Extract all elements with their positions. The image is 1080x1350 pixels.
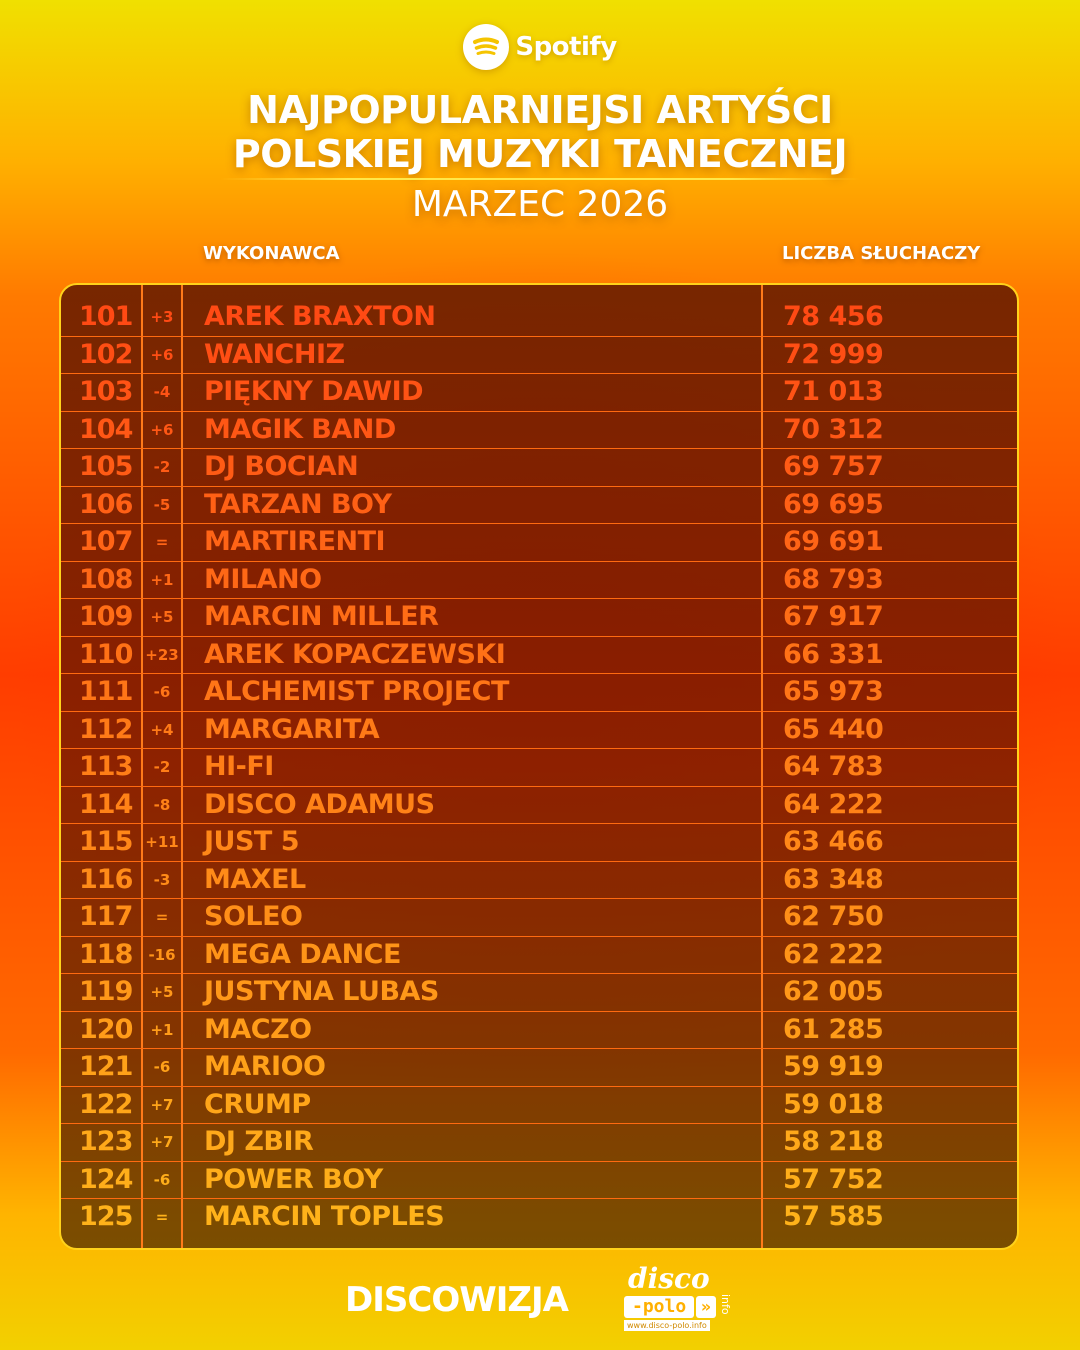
listeners-cell: 66 331: [783, 638, 884, 670]
change-cell: +6: [150, 345, 174, 364]
rank-cell: 115: [79, 826, 133, 857]
change-cell: -6: [153, 1170, 171, 1189]
table-row: [61, 1087, 1017, 1125]
artist-cell: AREK BRAXTON: [204, 301, 436, 332]
table-row: [61, 749, 1017, 787]
table-row: [61, 599, 1017, 637]
period-label: MARZEC 2026: [411, 184, 669, 225]
artist-cell: ALCHEMIST PROJECT: [204, 676, 509, 707]
artist-cell: MARTIRENTI: [204, 526, 386, 557]
change-cell: =: [155, 533, 169, 551]
artist-cell: SOLEO: [204, 901, 303, 932]
listeners-cell: 62 222: [783, 938, 884, 970]
table-row: [61, 712, 1017, 750]
change-cell: +3: [150, 308, 174, 326]
rank-cell: 113: [79, 751, 133, 782]
rank-cell: 121: [79, 1051, 133, 1082]
artist-cell: JUST 5: [204, 826, 300, 857]
change-cell: -3: [153, 870, 171, 889]
artist-cell: POWER BOY: [204, 1163, 383, 1195]
rank-cell: 102: [79, 338, 133, 370]
page-title: [0, 88, 1080, 176]
listeners-cell: 57 585: [783, 1201, 884, 1232]
rank-cell: 124: [79, 1163, 133, 1195]
title-line-1: NAJPOPULARNIEJSI ARTYŚCI: [247, 88, 833, 132]
rank-cell: 105: [79, 451, 133, 482]
logo-polo-text: -polo: [624, 1296, 694, 1318]
rank-cell: 116: [79, 863, 133, 895]
change-cell: +11: [145, 833, 179, 851]
artist-cell: WANCHIZ: [204, 338, 345, 370]
listeners-cell: 68 793: [783, 563, 884, 595]
rank-cell: 112: [79, 713, 133, 745]
rank-cell: 109: [79, 601, 133, 632]
change-cell: -5: [153, 495, 171, 514]
table-row: [61, 899, 1017, 937]
listeners-cell: 59 919: [783, 1051, 884, 1082]
rank-cell: 106: [79, 488, 133, 520]
artist-cell: AREK KOPACZEWSKI: [204, 638, 506, 670]
listeners-cell: 69 695: [783, 488, 884, 520]
column-header-listeners: LICZBA SŁUCHACZY: [782, 243, 981, 264]
artist-cell: DJ ZBIR: [204, 1126, 314, 1157]
change-cell: -8: [153, 795, 171, 814]
rank-cell: 117: [79, 901, 133, 932]
listeners-cell: 69 691: [783, 526, 884, 557]
rank-cell: 101: [79, 301, 133, 332]
listeners-cell: 65 973: [783, 676, 884, 707]
fast-forward-icon: »: [696, 1296, 716, 1318]
change-cell: -4: [153, 383, 171, 401]
listeners-cell: 57 752: [783, 1163, 884, 1195]
change-cell: -6: [153, 1058, 171, 1076]
rank-cell: 111: [79, 676, 133, 707]
listeners-cell: 59 018: [783, 1088, 884, 1120]
table-row: [61, 674, 1017, 712]
listeners-cell: 67 917: [783, 601, 884, 632]
ranking-table: [59, 283, 1019, 1250]
change-cell: +7: [150, 1095, 174, 1114]
logo-url: www.disco-polo.info: [624, 1320, 710, 1331]
table-row: [61, 974, 1017, 1012]
spotify-icon: [463, 24, 509, 70]
rank-cell: 120: [79, 1013, 133, 1045]
listeners-cell: 61 285: [783, 1013, 884, 1045]
change-cell: +7: [150, 1133, 174, 1151]
artist-cell: TARZAN BOY: [204, 488, 392, 520]
listeners-cell: 72 999: [783, 338, 884, 370]
artist-cell: HI-FI: [204, 751, 274, 782]
artist-cell: MAGIK BAND: [204, 413, 396, 445]
change-cell: =: [155, 908, 169, 926]
rank-cell: 108: [79, 563, 133, 595]
artist-cell: JUSTYNA LUBAS: [204, 976, 439, 1007]
ranking-rows: [61, 299, 1017, 1237]
discowizja-logo: DISCOWIZJA: [345, 1280, 568, 1320]
table-row: [61, 412, 1017, 450]
table-row: [61, 637, 1017, 675]
rank-cell: 104: [79, 413, 133, 445]
listeners-cell: 63 466: [783, 826, 884, 857]
change-cell: +1: [150, 570, 174, 589]
logo-info-text: info: [719, 1294, 732, 1315]
listeners-cell: 64 783: [783, 751, 884, 782]
artist-cell: PIĘKNY DAWID: [204, 376, 424, 407]
listeners-cell: 64 222: [783, 788, 884, 820]
change-cell: +1: [150, 1020, 174, 1039]
change-cell: -6: [153, 683, 171, 701]
table-row: [61, 1199, 1017, 1237]
table-row: [61, 449, 1017, 487]
listeners-cell: 70 312: [783, 413, 884, 445]
change-cell: +5: [150, 983, 174, 1001]
listeners-cell: 62 005: [783, 976, 884, 1007]
listeners-cell: 63 348: [783, 863, 884, 895]
table-row: [61, 862, 1017, 900]
change-cell: =: [155, 1208, 169, 1226]
artist-cell: MARIOO: [204, 1051, 326, 1082]
listeners-cell: 62 750: [783, 901, 884, 932]
table-row: [61, 562, 1017, 600]
artist-cell: MARGARITA: [204, 713, 380, 745]
title-divider: [220, 178, 860, 180]
disco-polo-info-logo: [622, 1262, 744, 1338]
rank-cell: 119: [79, 976, 133, 1007]
spotify-wordmark: Spotify: [515, 32, 617, 62]
artist-cell: CRUMP: [204, 1088, 311, 1120]
rank-cell: 107: [79, 526, 133, 557]
change-cell: -2: [153, 758, 171, 776]
artist-cell: MILANO: [204, 563, 322, 595]
artist-cell: MARCIN MILLER: [204, 601, 439, 632]
table-row: [61, 1049, 1017, 1087]
table-row: [61, 524, 1017, 562]
rank-cell: 103: [79, 376, 133, 407]
change-cell: +4: [150, 720, 174, 739]
rank-cell: 118: [79, 938, 133, 970]
table-row: [61, 937, 1017, 975]
rank-cell: 114: [79, 788, 133, 820]
table-row: [61, 337, 1017, 375]
rank-cell: 110: [79, 638, 133, 670]
artist-cell: MAXEL: [204, 863, 306, 895]
artist-cell: MACZO: [204, 1013, 312, 1045]
spotify-logo: [0, 24, 1080, 70]
table-row: [61, 824, 1017, 862]
artist-cell: DJ BOCIAN: [204, 451, 359, 482]
change-cell: -2: [153, 458, 171, 476]
change-cell: +5: [150, 608, 174, 626]
listeners-cell: 69 757: [783, 451, 884, 482]
artist-cell: MEGA DANCE: [204, 938, 401, 970]
listeners-cell: 58 218: [783, 1126, 884, 1157]
title-line-2: POLSKIEJ MUZYKI TANECZNEJ: [232, 132, 848, 176]
table-row: [61, 787, 1017, 825]
column-header-artist: WYKONAWCA: [203, 243, 340, 264]
listeners-cell: 71 013: [783, 376, 884, 407]
listeners-cell: 78 456: [783, 301, 884, 332]
change-cell: +23: [145, 645, 179, 664]
listeners-cell: 65 440: [783, 713, 884, 745]
artist-cell: MARCIN TOPLES: [204, 1201, 445, 1232]
table-row: [61, 374, 1017, 412]
table-row: [61, 1162, 1017, 1200]
table-row: [61, 1012, 1017, 1050]
change-cell: +6: [150, 420, 174, 439]
logo-disco-text: disco: [628, 1262, 710, 1295]
rank-cell: 123: [79, 1126, 133, 1157]
table-row: [61, 299, 1017, 337]
artist-cell: DISCO ADAMUS: [204, 788, 435, 820]
rank-cell: 125: [79, 1201, 133, 1232]
table-row: [61, 487, 1017, 525]
table-row: [61, 1124, 1017, 1162]
rank-cell: 122: [79, 1088, 133, 1120]
change-cell: -16: [148, 945, 176, 964]
